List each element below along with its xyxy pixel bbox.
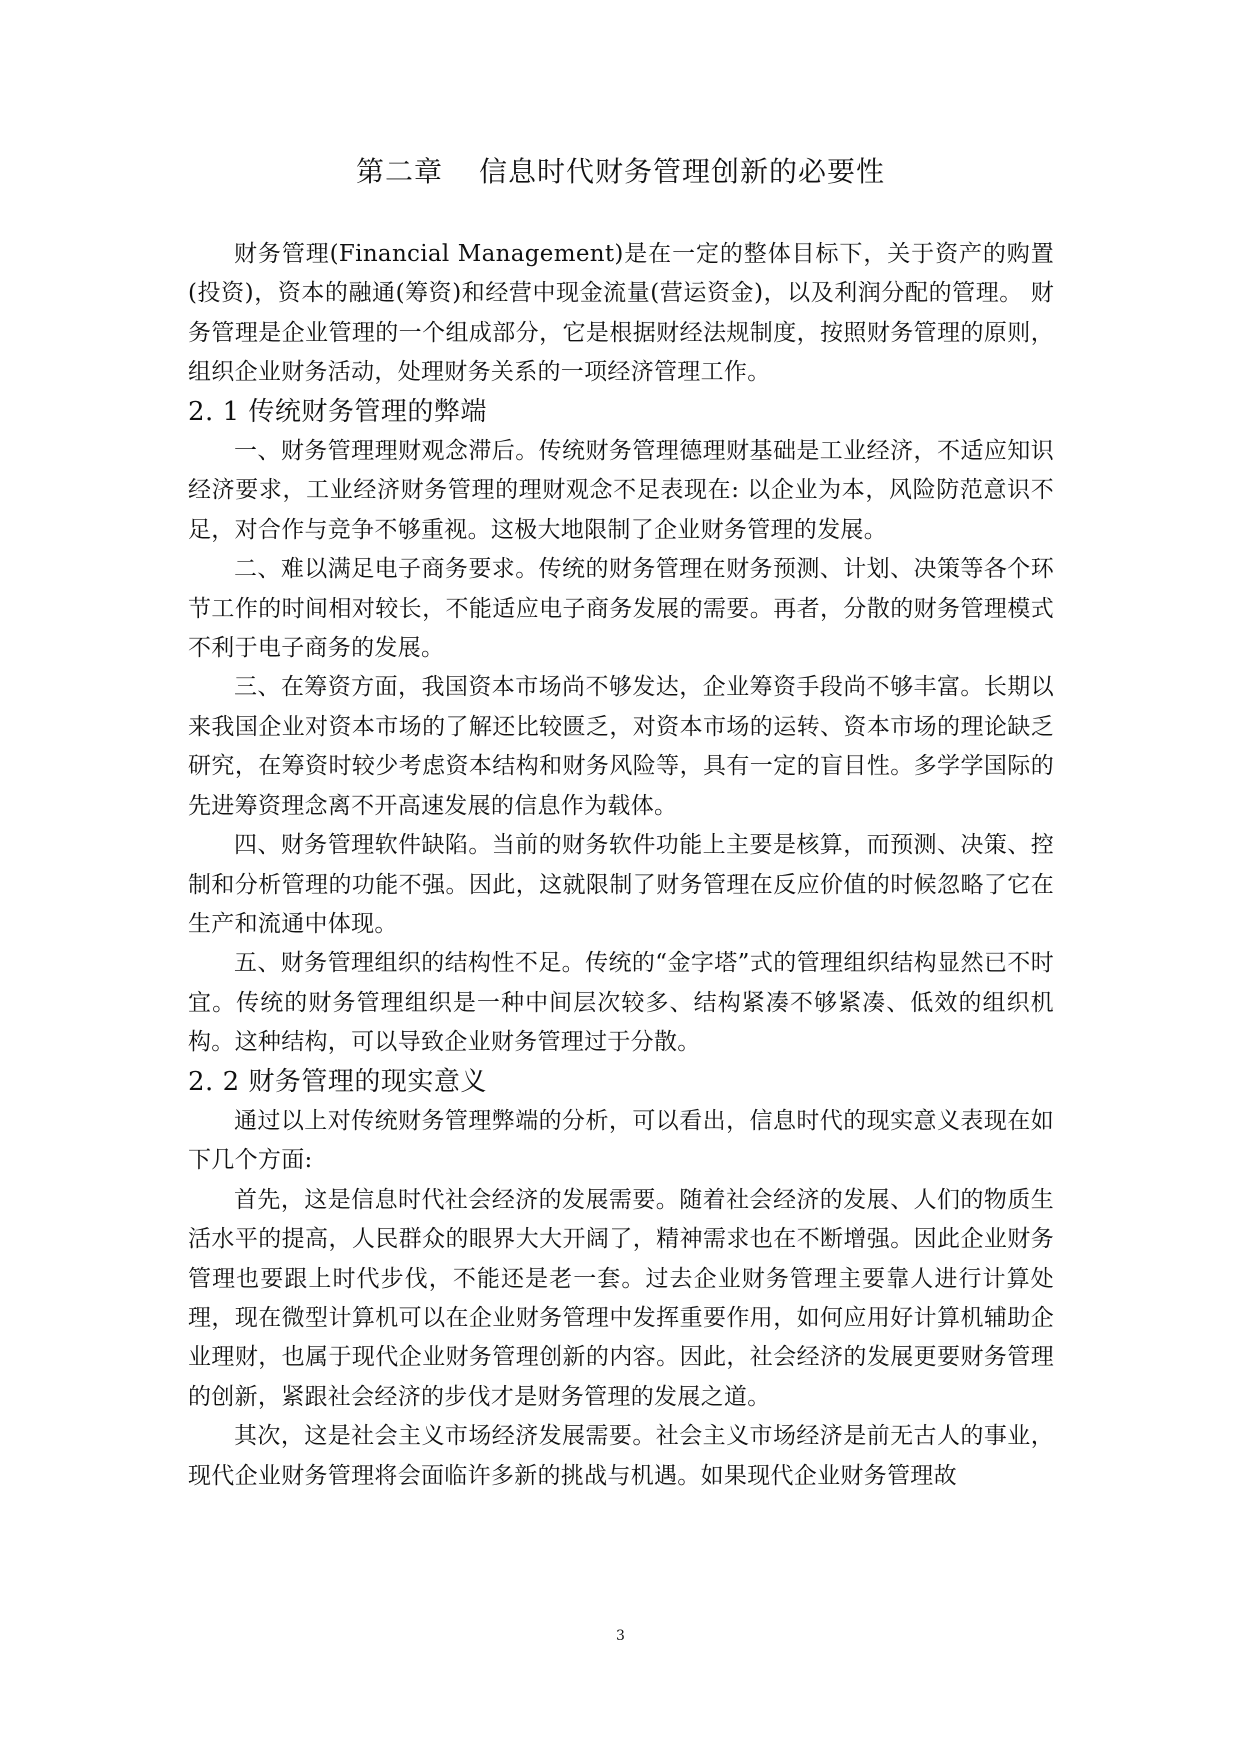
section-2-2-paragraph: 首先，这是信息时代社会经济的发展需要。随着社会经济的发展、人们的物质生活水平的提高，人民群众的眼界大大开阔了，精神需求也在不断增强。因此企业财务管理也要跟上时代步伐，不能还是老一套。过去企业财务管理主要靠人进行计算处理，现在微型计算机可以在企业财务管理中发挥重要作用，如何应用好计算机辅助企业理财，也属于现代企业财务管理创新的内容。因此，社会经济的发展更要财务管理的创新，紧跟社会经济的步伐才是财务管理的发展之道。 [188, 1186, 1054, 1410]
document-body [188, 235, 1054, 1496]
section-heading-2-1: 2. 1 传统财务管理的弊端 [188, 396, 487, 427]
section-2-1-paragraph: 三、在筹资方面，我国资本市场尚不够发达，企业筹资手段尚不够丰富。长期以来我国企业对资本市场的了解还比较匮乏，对资本市场的运转、资本市场的理论缺乏研究，在筹资时较少考虑资本结构和财务风险等，具有一定的盲目性。多学学国际的先进筹资理念离不开高速发展的信息作为载体。 [188, 674, 1054, 819]
chapter-title [0, 152, 1241, 192]
section-2-1-paragraph: 一、财务管理理财观念滞后。传统财务管理德理财基础是工业经济，不适应知识经济要求，工业经济财务管理的理财观念不足表现在: 以企业为本，风险防范意识不足，对合作与竞争不够重视。这极大地限制了企业财务管理的发展。 [188, 438, 1054, 543]
page-number: 3 [616, 1628, 625, 1644]
chapter-number: 第二章 [355, 155, 443, 188]
section-2-1-paragraph: 五、财务管理组织的结构性不足。传统的“金字塔”式的管理组织结构显然已不时宜。传统的财务管理组织是一种中间层次较多、结构紧凑不够紧凑、低效的组织机构。这种结构，可以导致企业财务管理过于分散。 [188, 950, 1054, 1056]
chapter-title-text: 信息时代财务管理创新的必要性 [479, 155, 886, 188]
section-2-1-paragraph: 四、财务管理软件缺陷。当前的财务软件功能上主要是核算，而预测、决策、控制和分析管理的功能不强。因此，这就限制了财务管理在反应价值的时候忽略了它在生产和流通中体现。 [188, 832, 1054, 937]
intro-paragraph: 财务管理(Financial Management)是在一定的整体目标下，关于资产的购置(投资)，资本的融通(筹资)和经营中现金流量(营运资金)，以及利润分配的管理。 财务管理是企业管理的一个组成部分，它是根据财经法规制度，按照财务管理的原则，组织企业财务活动，处理财务关系的一项经济管理工作。 [188, 241, 1054, 386]
section-heading-2-2: 2. 2 财务管理的现实意义 [188, 1066, 487, 1097]
section-2-1-paragraph: 二、难以满足电子商务要求。传统的财务管理在财务预测、计划、决策等各个环节工作的时间相对较长，不能适应电子商务发展的需要。再者，分散的财务管理模式不利于电子商务的发展。 [188, 556, 1054, 662]
section-2-2-paragraph: 其次，这是社会主义市场经济发展需要。社会主义市场经济是前无古人的事业，现代企业财务管理将会面临许多新的挑战与机遇。如果现代企业财务管理故 [188, 1423, 1054, 1489]
section-2-2-paragraph: 通过以上对传统财务管理弊端的分析，可以看出，信息时代的现实意义表现在如下几个方面: [188, 1107, 1054, 1174]
